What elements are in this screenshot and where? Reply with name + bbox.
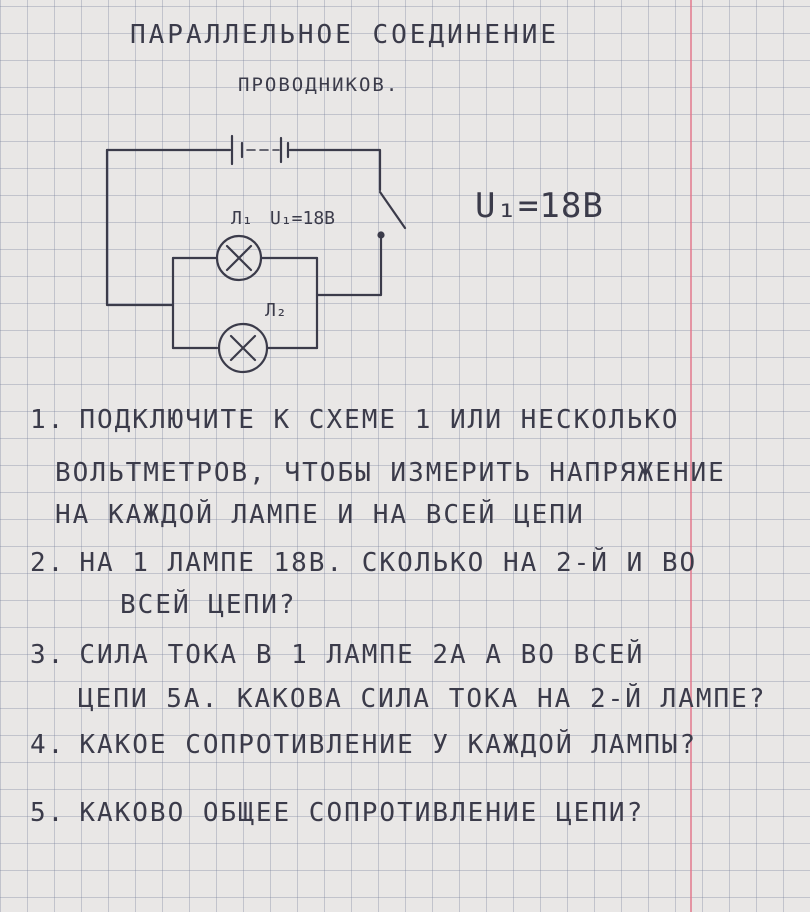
task-2-line-1 [30, 548, 697, 578]
wire-right [317, 237, 381, 295]
lamp1-cross [227, 246, 251, 270]
task-5-number: 5. [30, 798, 66, 828]
task-5-line-1 [30, 798, 644, 828]
lamp2-cross [231, 336, 255, 360]
task-1-number: 1. [30, 405, 66, 435]
task-2-text-1: НА 1 ЛАМПЕ 18В. СКОЛЬКО НА 2-Й И ВО [79, 548, 698, 578]
task-5-text-1: КАКОВО ОБЩЕЕ СОПРОТИВЛЕНИЕ ЦЕПИ? [79, 798, 645, 828]
task-2-number: 2. [30, 548, 66, 578]
task-2-line-2: ВСЕЙ ЦЕПИ? [120, 590, 297, 620]
task-1-line-3: НА КАЖДОЙ ЛАМПЕ И НА ВСЕЙ ЦЕПИ [55, 500, 585, 530]
lamp2-label: Л₂ [265, 300, 287, 321]
task-4-line-1 [30, 730, 697, 760]
task-1-line-2: ВОЛЬТМЕТРОВ, ЧТОБЫ ИЗМЕРИТЬ НАПРЯЖЕНИЕ [55, 458, 726, 488]
task-4-number: 4. [30, 730, 66, 760]
lamp1-voltage-label: U₁=18В [270, 208, 336, 229]
task-3-number: 3. [30, 640, 66, 670]
wire-left [107, 150, 173, 305]
given-voltage-note: U₁=18В [475, 186, 604, 226]
task-1-line-1 [30, 405, 680, 435]
wire-top-right [290, 150, 380, 190]
parallel-circuit-diagram [95, 120, 425, 380]
task-1-text-1: ПОДКЛЮЧИТЕ К СХЕМЕ 1 ИЛИ НЕСКОЛЬКО [79, 405, 680, 435]
lamp1-label: Л₁ [231, 208, 253, 229]
task-4-text-1: КАКОЕ СОПРОТИВЛЕНИЕ У КАЖДОЙ ЛАМПЫ? [79, 730, 698, 760]
notebook-margin-line [690, 0, 692, 912]
page-title: ПАРАЛЛЕЛЬНОЕ СОЕДИНЕНИЕ [130, 20, 560, 50]
page-subtitle: ПРОВОДНИКОВ. [238, 74, 400, 96]
switch-lever [380, 192, 405, 228]
task-3-text-1: СИЛА ТОКА В 1 ЛАМПЕ 2А А ВО ВСЕЙ [79, 640, 645, 670]
task-3-line-1 [30, 640, 644, 670]
task-3-line-2: ЦЕПИ 5А. КАКОВА СИЛА ТОКА НА 2-Й ЛАМПЕ? [78, 684, 767, 714]
